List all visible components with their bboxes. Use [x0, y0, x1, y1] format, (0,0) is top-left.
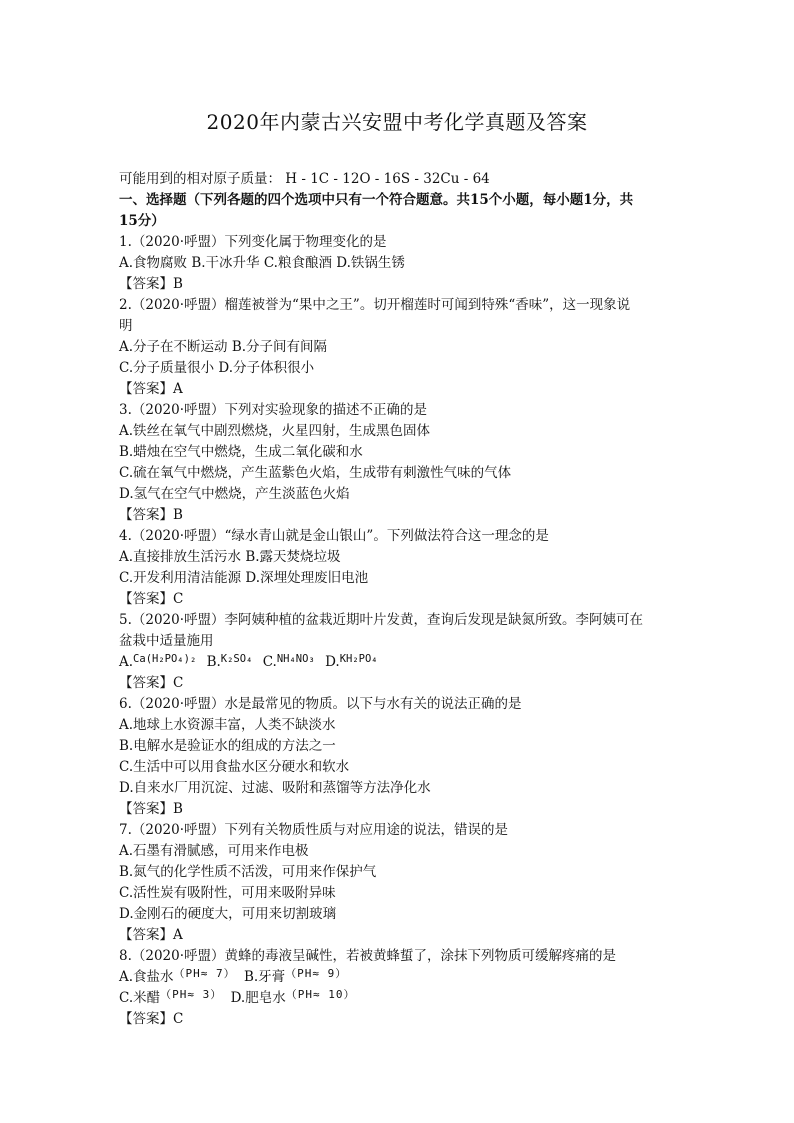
question-8-options-cd [119, 986, 355, 1007]
question-6-option-b: B.电解水是验证水的组成的方法之一 [119, 738, 336, 754]
option-d-text: D.肥皂水 [230, 990, 286, 1006]
question-3-option-b: B.蜡烛在空气中燃烧，生成二氧化碳和水 [119, 444, 363, 460]
question-3-option-a: A.铁丝在氧气中剧烈燃烧，火星四射，生成黑色固体 [119, 423, 431, 439]
question-4-stem: 4.（2020·呼盟）“绿水青山就是金山银山”。下列做法符合这一理念的是 [119, 528, 549, 544]
question-4-options-cd: C.开发利用清洁能源 D.深埋处理废旧电池 [119, 570, 369, 586]
section-heading-cont: 15分） [119, 213, 165, 229]
question-8-answer: 【答案】C [119, 1011, 184, 1027]
question-6-option-a: A.地球上水资源丰富，人类不缺淡水 [119, 717, 336, 733]
question-5-stem-cont: 盆栽中适量施用 [119, 633, 214, 649]
question-2-options-cd: C.分子质量很小 D.分子体积很小 [119, 360, 315, 376]
option-d-formula: KH₂PO₄ [339, 653, 378, 665]
question-8-options-ab [119, 965, 347, 986]
option-d-label: D. [325, 654, 340, 670]
question-7-option-b: B.氮气的化学性质不活泼，可用来作保护气 [119, 864, 377, 880]
question-7-option-c: C.活性炭有吸附性，可用来吸附异味 [119, 885, 336, 901]
option-c-formula: NH₄NO₃ [276, 653, 315, 665]
option-b-text: B.牙膏 [243, 969, 286, 985]
option-c-label: C. [262, 654, 277, 670]
question-3-option-c: C.硫在氧气中燃烧，产生蓝紫色火焰，生成带有刺激性气味的气体 [119, 465, 512, 481]
option-b-ph: （PH≈ 9） [285, 967, 348, 980]
question-2-stem: 2.（2020·呼盟）榴莲被誉为“果中之王”。切开榴莲时可闻到特殊“香味”，这一现象说 [119, 297, 631, 313]
question-3-option-d: D.氢气在空气中燃烧，产生淡蓝色火焰 [119, 486, 350, 502]
option-c-text: C.米醋 [119, 990, 161, 1006]
question-6-option-c: C.生活中可以用食盐水区分硬水和软水 [119, 759, 350, 775]
question-1-options: A.食物腐败 B.干冰升华 C.粮食酿酒 D.铁锅生锈 [119, 255, 405, 271]
question-4-options-ab: A.直接排放生活污水 B.露天焚烧垃圾 [119, 549, 341, 565]
question-6-stem: 6.（2020·呼盟）水是最常见的物质。以下与水有关的说法正确的是 [119, 696, 522, 712]
question-4-answer: 【答案】C [119, 591, 184, 607]
question-7-stem: 7.（2020·呼盟）下列有关物质性质与对应用途的说法，错误的是 [119, 822, 509, 838]
option-a-ph: （PH≈ 7） [173, 967, 236, 980]
question-2-options-ab: A.分子在不断运动 B.分子间有间隔 [119, 339, 328, 355]
question-5-answer: 【答案】C [119, 675, 184, 691]
question-7-answer: 【答案】A [119, 927, 183, 943]
question-7-option-a: A.石墨有滑腻感，可用来作电极 [119, 843, 309, 859]
option-a-label: A. [119, 654, 134, 670]
question-8-stem: 8.（2020·呼盟）黄蜂的毒液呈碱性，若被黄蜂蜇了，涂抹下列物质可缓解疼痛的是 [119, 948, 617, 964]
option-d-ph: （PH≈ 10） [285, 988, 356, 1001]
page-title: 2020年内蒙古兴安盟中考化学真题及答案 [206, 110, 588, 134]
option-b-formula: K₂SO₄ [220, 653, 253, 665]
question-5-stem: 5.（2020·呼盟）李阿姨种植的盆栽近期叶片发黄，查询后发现是缺氮所致。李阿姨可在 [119, 612, 644, 628]
question-6-answer: 【答案】B [119, 801, 183, 817]
question-3-answer: 【答案】B [119, 507, 183, 523]
section-heading: 一、选择题（下列各题的四个选项中只有一个符合题意。共15个小题，每小题1分，共 [119, 192, 634, 208]
question-7-option-d: D.金刚石的硬度大，可用来切割玻璃 [119, 906, 337, 922]
option-b-label: B. [206, 654, 221, 670]
question-2-stem-cont: 明 [119, 318, 133, 334]
atomic-mass-line: 可能用到的相对原子质量： H - 1C - 12O - 16S - 32Cu - 64 [119, 171, 490, 187]
option-a-text: A.食盐水 [119, 969, 174, 985]
question-6-option-d: D.自来水厂用沉淀、过滤、吸附和蒸馏等方法净化水 [119, 780, 431, 796]
question-2-answer: 【答案】A [119, 381, 183, 397]
question-1-stem: 1.（2020·呼盟）下列变化属于物理变化的是 [119, 234, 387, 250]
question-5-options [119, 650, 378, 671]
option-a-formula: Ca(H₂PO₄)₂ [133, 653, 197, 665]
question-3-stem: 3.（2020·呼盟）下列对实验现象的描述不正确的是 [119, 402, 428, 418]
option-c-ph: （PH≈ 3） [160, 988, 223, 1001]
question-1-answer: 【答案】B [119, 276, 183, 292]
